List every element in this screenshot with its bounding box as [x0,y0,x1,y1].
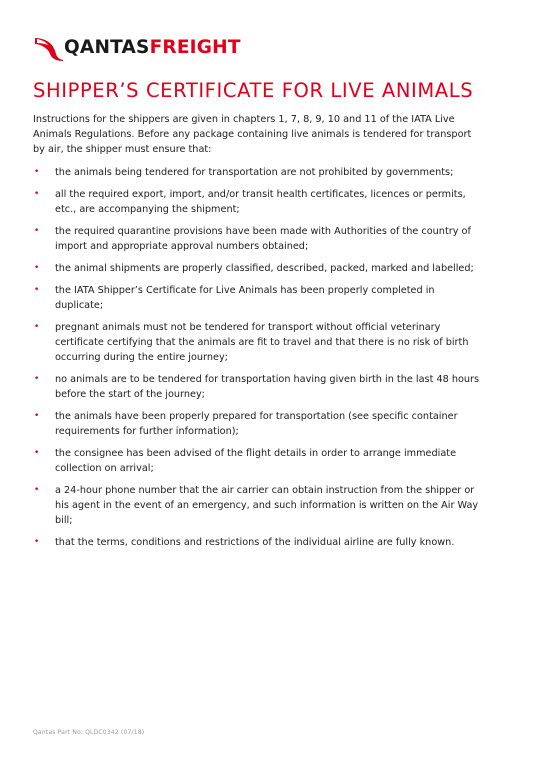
list-item [33,187,483,217]
bullet-icon: • [34,374,40,384]
bullet-icon: • [34,537,40,547]
bullet-icon: • [34,226,40,236]
page-title: SHIPPER’S CERTIFICATE FOR LIVE ANIMALS [33,79,474,102]
list-item [33,409,483,439]
brand-name-qantas: QANTAS [64,36,150,58]
qantas-freight-logo [33,33,241,63]
list-item-text: the IATA Shipper’s Certificate for Live Animals has been properly completed in duplicate; [55,285,435,311]
list-item [33,483,483,528]
bullet-icon: • [34,322,40,332]
bullet-icon: • [34,411,40,421]
list-item [33,372,483,402]
bullet-icon: • [34,167,40,177]
bullet-icon: • [34,263,40,273]
bullet-icon: • [34,485,40,495]
list-item-text: the animals being tendered for transportation are not prohibited by governments; [55,167,454,178]
list-item-text: the animals have been properly prepared for transportation (see specific container requirements for further information); [55,411,458,437]
list-item [33,165,483,180]
brand-wordmark [64,36,241,58]
list-item [33,283,483,313]
intro-paragraph: Instructions for the shippers are given in chapters 1, 7, 8, 9, 10 and 11 of the IATA Live Animals Regulations. Before any package containing live animals is tendered for transport by air, the shipper must ensure that: [33,114,472,155]
list-item-text: the required quarantine provisions have been made with Authorities of the country of import and appropriate approval numbers obtained; [55,226,471,252]
list-item [33,446,483,476]
list-item-text: no animals are to be tendered for transportation having given birth in the last 48 hours before the start of the journey; [55,374,480,400]
list-item-text: that the terms, conditions and restrictions of the individual airline are fully known. [55,537,455,548]
list-item-text: a 24-hour phone number that the air carrier can obtain instruction from the shipper or his agent in the event of an emergency, and such information is written on the Air Way bill; [55,485,479,526]
bullet-icon: • [34,448,40,458]
list-item [33,224,483,254]
list-item-text: pregnant animals must not be tendered for transport without official veterinary certificate certifying that the animals are fit to travel and that there is no risk of birth occurring during the entire journey; [55,322,469,363]
list-item-text: the consignee has been advised of the flight details in order to arrange immediate collection on arrival; [55,448,457,474]
list-item-text: the animal shipments are properly classified, described, packed, marked and labelled; [55,263,474,274]
list-item [33,320,483,365]
brand-name-freight: FREIGHT [149,36,241,58]
list-item [33,535,483,550]
list-item [33,261,483,276]
bullet-icon: • [34,285,40,295]
requirements-list [33,165,483,557]
list-item-text: all the required export, import, and/or transit health certificates, licences or permits, etc., are accompanying the shipment; [55,189,466,215]
footer-part-number: Qantas Part No. QLDC0342 (07/18) [33,729,145,736]
bullet-icon: • [34,189,40,199]
kangaroo-tail-logo-icon [33,34,65,62]
